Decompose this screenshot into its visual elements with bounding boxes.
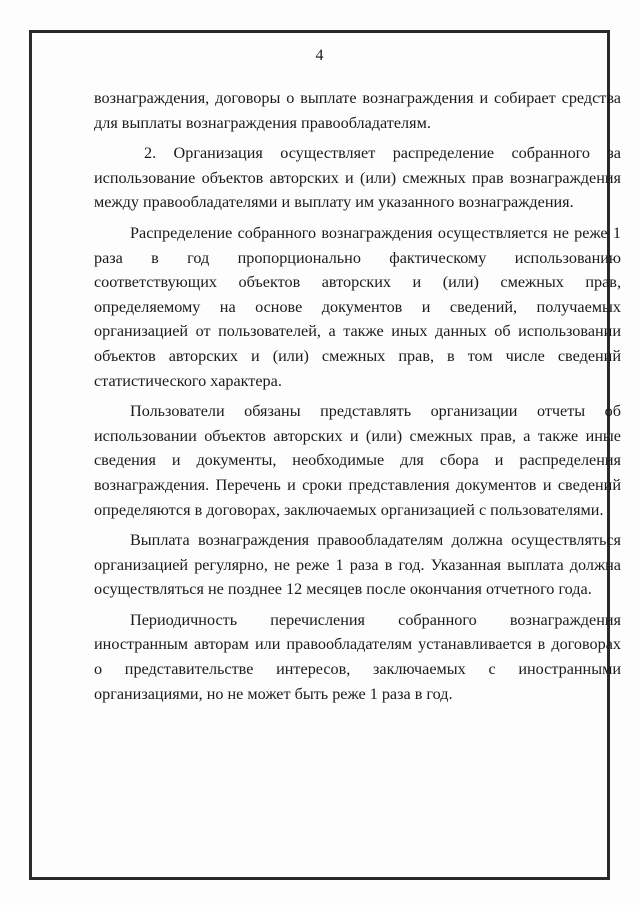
paragraph-users-reports: Пользователи обязаны представлять организации отчеты об использовании объектов авторских и (или) смежных прав, а также иные сведения и документы, необходимые для сбора и распределения вознаграждения. Перечень и сроки представления документов и сведений определяются в договорах, заключаемых организацией с пользователями. [94,402,621,519]
paragraph-item-2: 2. Организация осуществляет распределение собранного за использование объектов авторских и (или) смежных прав вознаграждения между правообладателями и выплату им указанного вознаграждения. [94,144,621,212]
page-number: 4 [315,47,324,64]
page-border [29,30,621,880]
paragraph-foreign-transfer: Периодичность перечисления собранного вознаграждения иностранным авторам или правообладателям устанавливается в договорах о представительстве интересов, заключаемых с иностранными организациями, но не может быть реже 1 раза в год. [94,610,621,703]
paragraph-continuation: вознаграждения, договоры о выплате вознаграждения и собирает средства для выплаты вознаграждения правообладателям. [94,89,621,132]
paragraph-distribution: Распределение собранного вознаграждения осуществляется не реже 1 раза в год пропорционально фактическому использованию соответствующих объектов авторских и (или) смежных прав, определяемому на основе документов и сведений, получаемых организацией от пользователей, а также иных данных об использовании объектов авторских и (или) смежных прав, в том числе сведений статистического характера. [94,223,621,390]
paragraph-payment: Выплата вознаграждения правообладателям должна осуществляться организацией регулярно, не реже 1 раза в год. Указанная выплата должна осуществляться не позднее 12 месяцев после окончания отчетного года. [94,531,621,599]
document-body [94,86,621,712]
